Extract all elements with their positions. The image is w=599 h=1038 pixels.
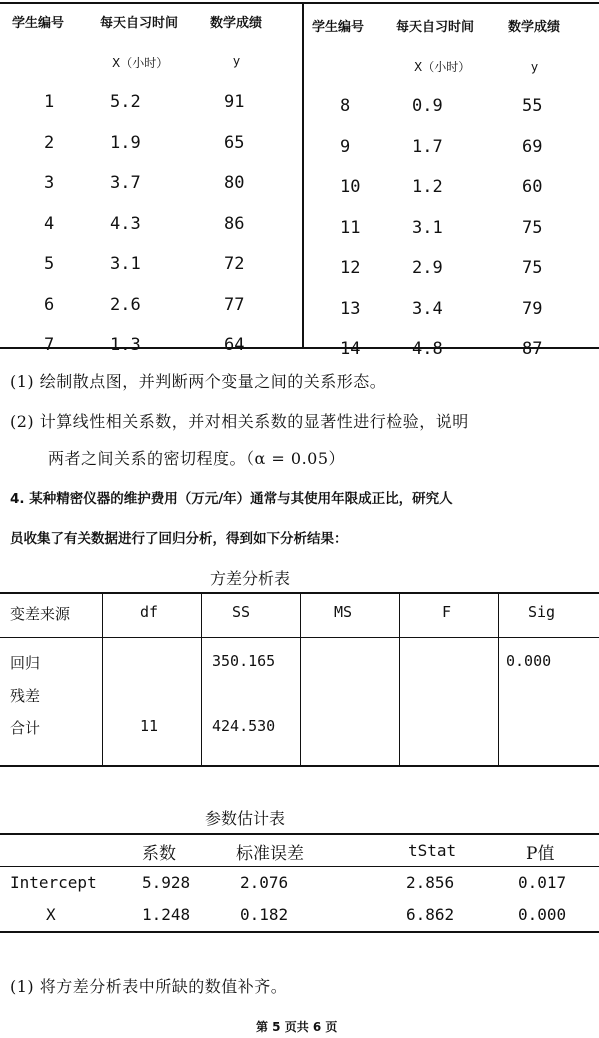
table1-cell-left-r4-c1: 3.1 [110, 254, 141, 274]
header-student-id-left: 学生编号 [12, 16, 65, 31]
anova-header-ss: SS [232, 603, 251, 621]
page-footer: 第 5 页共 6 页 [256, 1020, 338, 1034]
params-intercept-se: 2.076 [240, 873, 289, 892]
table1-cell-right-r0-c2: 55 [522, 96, 543, 116]
header-study-time-left: 每天自习时间 [100, 16, 179, 31]
anova-total-df: 11 [140, 717, 159, 735]
anova-header-sig: Sig [528, 603, 556, 621]
table1-cell-right-r6-c1: 4.8 [412, 339, 443, 359]
header-score-left: 数学成绩 [210, 16, 263, 31]
header-study-time-right: 每天自习时间 [396, 20, 475, 35]
table1-cell-left-r6-c1: 1.3 [110, 335, 141, 355]
params-intercept-pvalue: 0.017 [518, 873, 567, 892]
subheader-x-right: X（小时） [414, 60, 471, 74]
table1-cell-right-r5-c0: 13 [340, 298, 361, 319]
table1-cell-left-r5-c2: 77 [224, 294, 245, 315]
table1-divider [302, 2, 304, 348]
anova-caption: 方差分析表 [210, 569, 291, 588]
question-1: (1) 绘制散点图，并判断两个变量之间的关系形态。 [10, 372, 387, 391]
anova-header-df: df [140, 603, 159, 621]
params-x-tstat: 6.862 [406, 905, 455, 924]
last-question: (1) 将方差分析表中所缺的数值补齐。 [10, 977, 288, 996]
params-header-tstat: tStat [408, 841, 457, 860]
params-x-coef: 1.248 [142, 905, 191, 924]
table1-cell-right-r0-c1: 0.9 [412, 96, 443, 116]
table1-cell-right-r1-c2: 69 [522, 136, 543, 157]
anova-col-line [102, 592, 103, 766]
table1-cell-left-r6-c2: 64 [224, 335, 245, 355]
anova-row-residual: 残差 [10, 687, 41, 705]
table1-cell-right-r2-c0: 10 [340, 177, 361, 197]
table1-cell-left-r0-c0: 1 [44, 92, 55, 112]
params-caption: 参数估计表 [205, 809, 286, 828]
params-row-intercept: Intercept [10, 873, 97, 892]
question-4-line2: 员收集了有关数据进行了回归分析，得到如下分析结果： [10, 531, 348, 547]
table1-cell-left-r0-c2: 91 [224, 92, 245, 112]
table1-cell-left-r3-c2: 86 [224, 213, 245, 234]
table1-cell-right-r4-c0: 12 [340, 258, 361, 278]
table1-cell-right-r6-c0: 14 [340, 339, 361, 359]
params-row-x: X [46, 905, 56, 924]
params-intercept-coef: 5.928 [142, 873, 191, 892]
anova-col-line [399, 592, 400, 766]
params-bottom-border [0, 931, 599, 933]
table1-cell-left-r5-c1: 2.6 [110, 294, 141, 315]
anova-header-f: F [442, 603, 452, 621]
table1-cell-right-r4-c2: 75 [522, 258, 543, 278]
header-student-id-right: 学生编号 [312, 20, 365, 35]
params-header-pvalue: P值 [526, 844, 555, 864]
table1-cell-right-r1-c0: 9 [340, 136, 351, 157]
table1-cell-left-r1-c2: 65 [224, 132, 245, 153]
table1-cell-left-r1-c0: 2 [44, 132, 55, 153]
table1-cell-left-r2-c1: 3.7 [110, 173, 141, 193]
table1-cell-right-r3-c1: 3.1 [412, 217, 443, 238]
question-4-line1: 4. 某种精密仪器的维护费用（万元/年）通常与其使用年限成正比，研究人 [10, 491, 453, 507]
question-2-line1: (2) 计算线性相关系数，并对相关系数的显著性进行检验，说明 [10, 412, 469, 431]
anova-regression-ss: 350.165 [212, 652, 276, 670]
anova-regression-sig: 0.000 [506, 652, 552, 670]
table1-cell-right-r3-c2: 75 [522, 217, 543, 238]
params-header-border [0, 866, 599, 867]
anova-row-total: 合计 [10, 719, 41, 737]
table1-cell-right-r0-c0: 8 [340, 96, 351, 116]
table1-cell-right-r1-c1: 1.7 [412, 136, 443, 157]
anova-col-line [300, 592, 301, 766]
table1-cell-left-r1-c1: 1.9 [110, 132, 141, 153]
table1-cell-left-r3-c0: 4 [44, 213, 55, 234]
anova-header-source: 变差来源 [10, 605, 71, 623]
params-header-se: 标准误差 [236, 844, 304, 864]
table1-cell-left-r2-c2: 80 [224, 173, 245, 193]
table1-cell-right-r5-c1: 3.4 [412, 298, 443, 319]
anova-col-line [498, 592, 499, 766]
subheader-y-left: y [233, 54, 241, 68]
params-intercept-tstat: 2.856 [406, 873, 455, 892]
table1-cell-right-r5-c2: 79 [522, 298, 543, 319]
params-top-border [0, 833, 599, 835]
table1-cell-left-r6-c0: 7 [44, 335, 55, 355]
table1-cell-left-r2-c0: 3 [44, 173, 55, 193]
table1-bottom-border [0, 347, 599, 349]
table1-cell-left-r4-c2: 72 [224, 254, 245, 274]
question-2-line2: 两者之间关系的密切程度。（α = 0.05） [48, 449, 346, 468]
table1-cell-left-r4-c0: 5 [44, 254, 55, 274]
table1-cell-right-r2-c1: 1.2 [412, 177, 443, 197]
anova-total-ss: 424.530 [212, 717, 276, 735]
table1-cell-right-r6-c2: 87 [522, 339, 543, 359]
table1-cell-left-r0-c1: 5.2 [110, 92, 141, 112]
header-score-right: 数学成绩 [508, 20, 561, 35]
table1-cell-right-r2-c2: 60 [522, 177, 543, 197]
table1-cell-right-r4-c1: 2.9 [412, 258, 443, 278]
table1-cell-left-r3-c1: 4.3 [110, 213, 141, 234]
params-x-se: 0.182 [240, 905, 289, 924]
anova-col-line [201, 592, 202, 766]
table1-cell-left-r5-c0: 6 [44, 294, 55, 315]
subheader-x-left: X（小时） [112, 56, 169, 70]
anova-row-regression: 回归 [10, 654, 41, 672]
anova-header-ms: MS [334, 603, 353, 621]
params-header-coef: 系数 [142, 844, 176, 864]
table1-top-border [0, 2, 599, 4]
table1-cell-right-r3-c0: 11 [340, 217, 361, 238]
subheader-y-right: y [531, 60, 539, 74]
params-x-pvalue: 0.000 [518, 905, 567, 924]
